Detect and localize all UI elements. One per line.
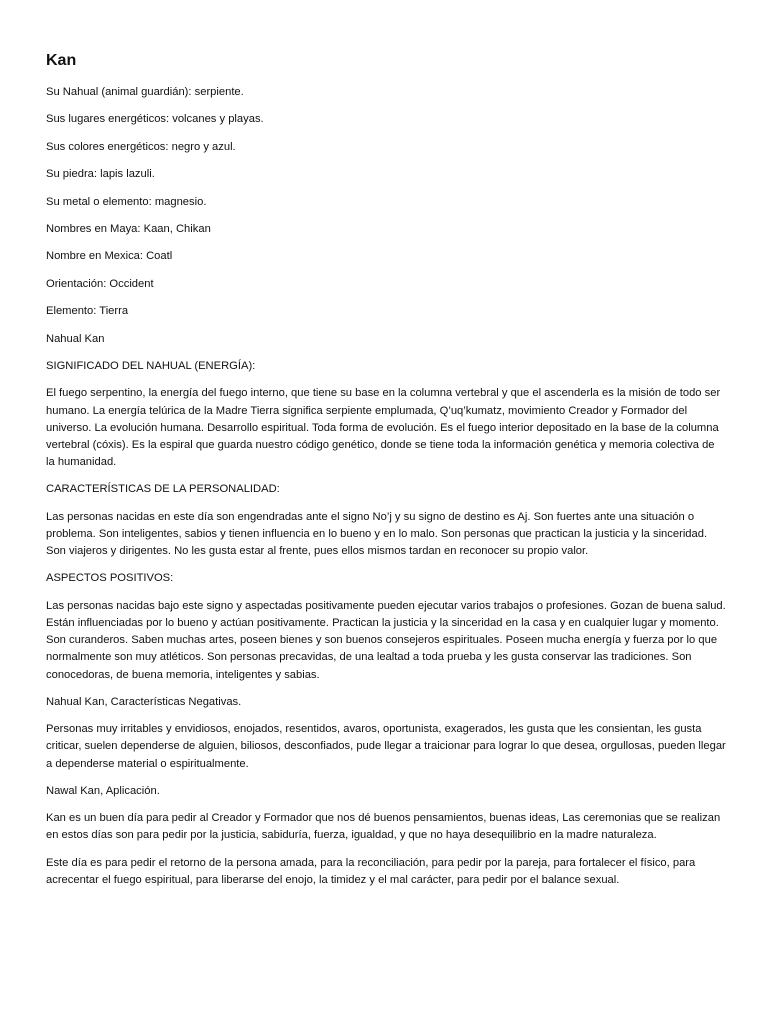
fact-nahual: Su Nahual (animal guardián): serpiente. bbox=[46, 86, 244, 98]
paragraph-caracteristicas: Las personas nacidas en este día son engendradas ante el signo No’j y su signo de destino es Aj. Son fuertes ante una situación o problema. Son inteligentes, sabios y tienen influencia en lo bueno y en lo malo. Son personas que practican la justicia y la sinceridad. Son viajeros y dirigentes. No les gusta estar al frente, pues ellos mismos tardan en reconocer su propio valor. bbox=[46, 510, 708, 558]
paragraph-aplicacion-1: Kan es un buen día para pedir al Creador y Formador que nos dé buenos pensamientos, buenas ideas, Las ceremonias que se realizan en estos días son para pedir por la justicia, sabiduría, fuerza, igualdad, y que no haya desequilibrio en la madre naturaleza. bbox=[46, 812, 721, 842]
paragraph-aspectos-positivos: Las personas nacidas bajo este signo y aspectadas positivamente pueden ejecutar varios trabajos o profesiones. Gozan de buena salud. Están influenciadas por lo bueno y actúan positivamente. Practican la justicia y la sinceridad en la casa y en cualquier lugar y momento. Son curanderos. Saben muchas artes, poseen bienes y son buenos consejeros espirituales. Poseen mucha energía y fuerza por lo que normalmente son muy atléticos. Son personas precavidas, de una lealtad a toda prueba y les gusta conservar las tradiciones. Son conocedoras, de buena memoria, inteligentes y sabias. bbox=[46, 599, 726, 681]
fact-nombres-maya: Nombres en Maya: Kaan, Chikan bbox=[46, 222, 211, 235]
fact-orientacion: Orientación: Occident bbox=[46, 277, 154, 290]
fact-metal: Su metal o elemento: magnesio. bbox=[46, 195, 207, 208]
heading-significado: SIGNIFICADO DEL NAHUAL (ENERGÍA): bbox=[46, 359, 256, 372]
heading-aspectos-positivos: ASPECTOS POSITIVOS: bbox=[46, 572, 174, 585]
paragraph-aplicacion-2: Este día es para pedir el retorno de la persona amada, para la reconciliación, para pedir por la pareja, para fortalecer el físico, para acrecentar el fuego espiritual, para liberarse del enojo, la timidez y el mal carácter, para pedir por el balance sexual. bbox=[46, 856, 696, 886]
heading-caracteristicas: CARACTERÍSTICAS DE LA PERSONALIDAD: bbox=[46, 483, 280, 496]
fact-nombre-mexica: Nombre en Mexica: Coatl bbox=[46, 250, 173, 263]
fact-nahual-kan: Nahual Kan bbox=[46, 332, 105, 345]
heading-caracteristicas-negativas: Nahual Kan, Características Negativas. bbox=[46, 695, 242, 708]
fact-colores: Sus colores energéticos: negro y azul. bbox=[46, 140, 236, 153]
document-page bbox=[46, 46, 726, 899]
paragraph-caracteristicas-negativas: Personas muy irritables y envidiosos, enojados, resentidos, avaros, oportunista, exagerados, les gusta que les consientan, les gusta criticar, suelen dependerse de alguien, biliosos, desconfiados, pude llegar a traicionar para lograr lo que desea, orgullosas, pueden llegar a dependerse material o espiritualmente. bbox=[46, 723, 726, 770]
fact-piedra: Su piedra: lapis lazuli. bbox=[46, 168, 155, 181]
document-title: Kan bbox=[46, 52, 77, 69]
heading-aplicacion: Nawal Kan, Aplicación. bbox=[46, 784, 160, 797]
fact-lugares: Sus lugares energéticos: volcanes y playas. bbox=[46, 113, 264, 126]
paragraph-significado: El fuego serpentino, la energía del fuego interno, que tiene su base en la columna vertebral y que el ascenderla es la misión de todo ser humano. La energía telúrica de la Madre Tierra significa serpiente emplumada, Q’uq’kumatz, movimiento Creador y Formador del universo. La evolución humana. Desarrollo espiritual. Toda forma de evolución. Es el fuego interior depositado en la base de la columna vertebral (cóxis). Es la espiral que guarda nuestro código genético, donde se tiene toda la información genética y memoria colectiva de la humanidad. bbox=[46, 387, 721, 469]
fact-elemento: Elemento: Tierra bbox=[46, 305, 129, 318]
